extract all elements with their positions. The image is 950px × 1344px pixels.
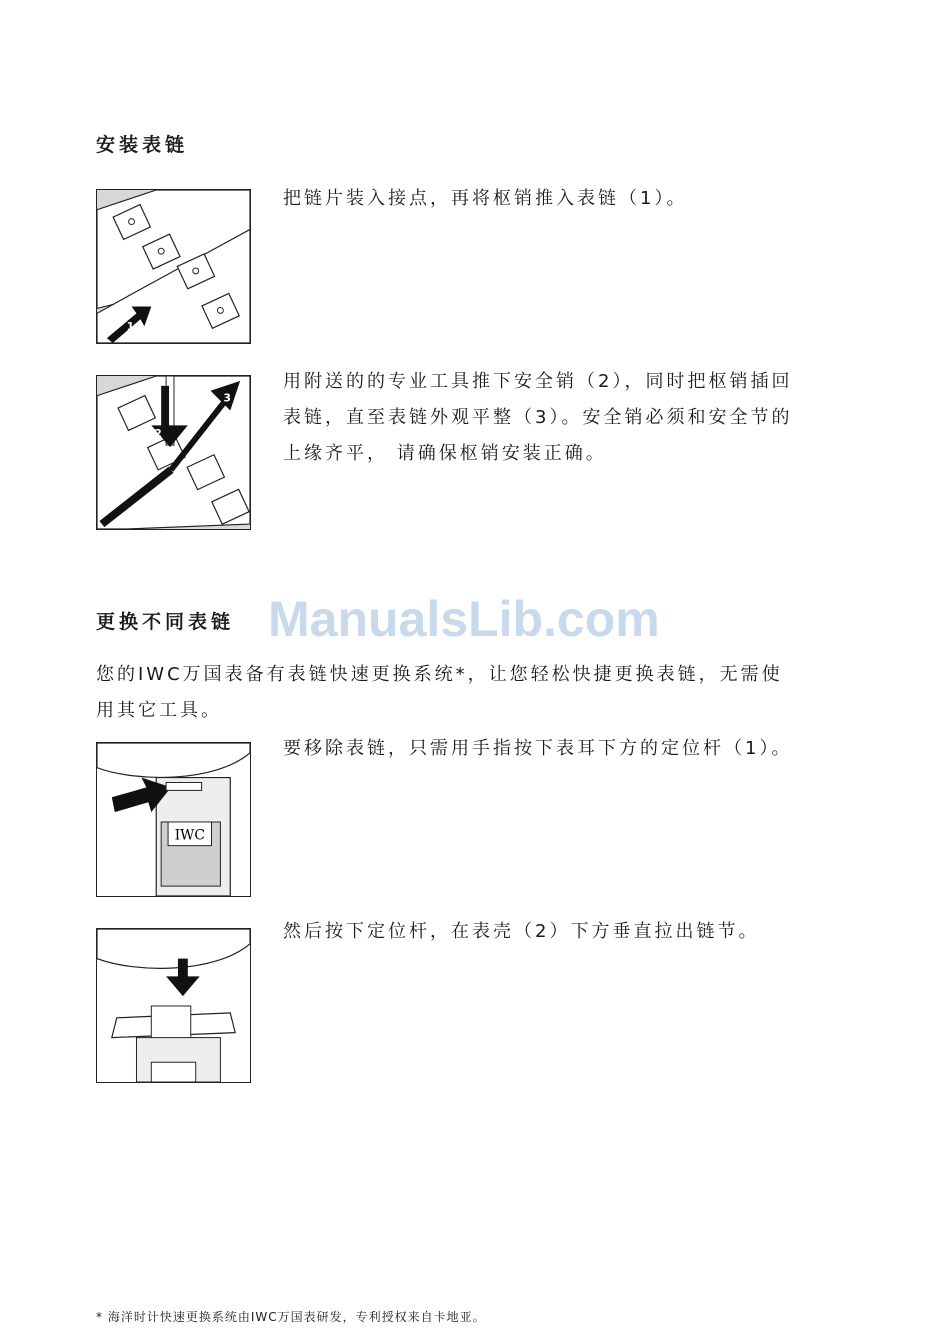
change-intro [96, 657, 783, 729]
install-step-2-line: 上缘齐平， 请确保枢销安装正确。 [283, 443, 607, 464]
strap-release-figure-1 [96, 742, 251, 897]
change-step-1: 要移除表链，只需用手指按下表耳下方的定位杆（1）。 [283, 738, 793, 759]
change-intro-line: 您的IWC万国表备有表链快速更换系统*，让您轻松快捷更换表链，无需使 [96, 664, 783, 685]
strap-release-figure-2 [96, 928, 251, 1083]
bracelet-links-figure-2 [96, 375, 251, 530]
manualslib-watermark: ManualsLib.com [268, 591, 660, 647]
footnote: * 海洋时计快速更换系统由IWC万国表研发，专利授权来自卡地亚。 [96, 1310, 486, 1324]
strap-pull-illustration [97, 929, 250, 1082]
change-step-2: 然后按下定位杆，在表壳（2）下方垂直拉出链节。 [283, 921, 760, 942]
section-heading-change: 更换不同表链 [96, 611, 235, 633]
iwc-logo: IWC [174, 827, 205, 844]
tool-pin-illustration [97, 376, 250, 529]
figure-label-2: 2 [154, 427, 162, 441]
figure-label: 1 [126, 320, 135, 334]
figure-label-3: 3 [223, 391, 231, 405]
section-heading-install: 安装表链 [96, 134, 189, 156]
install-step-2-line: 表链，直至表链外观平整（3）。安全销必须和安全节的 [283, 407, 793, 428]
change-intro-line: 用其它工具。 [96, 700, 222, 721]
install-step-2 [283, 364, 792, 472]
bracelet-links-figure-1 [96, 189, 251, 344]
install-step-1: 把链片装入接点，再将枢销推入表链（1）。 [283, 188, 688, 209]
install-step-2-line: 用附送的的专业工具推下安全销（2），同时把枢销插回 [283, 371, 793, 392]
strap-lever-illustration [97, 743, 250, 896]
bracelet-links-illustration [97, 190, 250, 343]
